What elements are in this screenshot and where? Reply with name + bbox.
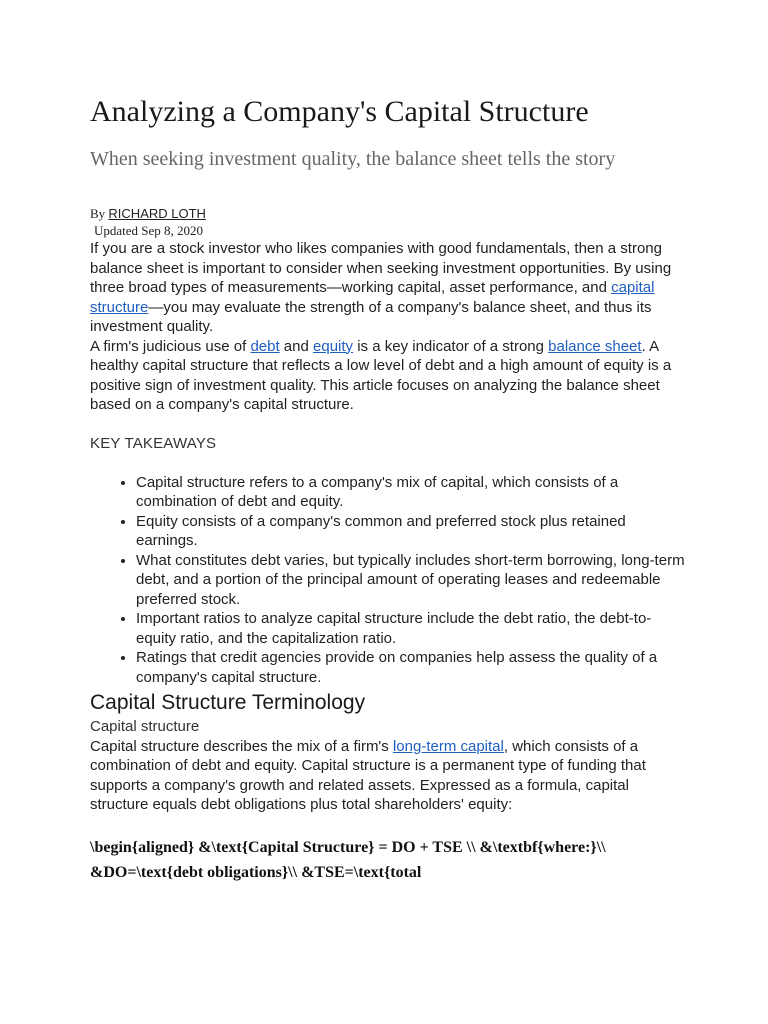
byline [90,205,690,223]
intro-paragraph [90,239,690,337]
article [90,92,690,885]
takeaway-item: • Important ratios to analyze capital structure include the debt ratio, the debt-to-equity ratio, and the capitalization ratio. [136,609,690,648]
article-title: Analyzing a Company's Capital Structure [90,95,589,128]
section-subheading: Capital structure [90,718,200,735]
byline-prefix: By [90,206,109,221]
capital-structure-link[interactable]: capital structure [90,279,655,316]
balance-sheet-link[interactable]: balance sheet [548,337,642,355]
p2-text-a: A firm's judicious use of [90,337,251,355]
section-heading: Capital Structure Terminology [90,691,366,714]
p2-text-d: . A healthy capital structure that reflects a low level of debt and a high amount of equity is a positive sign of investment quality. This article focuses on analyzing the balance sheet based on a company's capital structure. [90,337,672,413]
takeaway-item: • Equity consists of a company's common and preferred stock plus retained earnings. [136,512,690,551]
takeaway-item: • Capital structure refers to a company's mix of capital, which consists of a combination of debt and equity. [136,473,690,512]
equity-link[interactable]: equity [313,337,354,355]
intro-text-a: If you are a stock investor who likes companies with good fundamentals, then a strong balance sheet is important to consider when seeking investment opportunities. By using three broad types of measurements—working capital, asset performance, and [90,240,672,296]
takeaway-item: • What constitutes debt varies, but typically includes short-term borrowing, long-term debt, and a portion of the principal amount of operating leases and redeemable preferred stock. [136,551,690,610]
formula-text: \begin{aligned} &\text{Capital Structure} = DO + TSE \\ &\textbf{where:}\\ &DO=\text{debt obligations}\\ &TSE=\text{total [90,838,606,881]
section-text-b: , which consists of a combination of debt and equity. Capital structure is a permanent type of funding that supports a company's growth and related assets. Expressed as a formula, capital structure equals debt obligations plus total shareholders' equity: [90,737,646,813]
updated-date: Updated Sep 8, 2020 [94,223,204,238]
intro-text-b: —you may evaluate the strength of a company's balance sheet, and thus its investment quality. [90,298,652,335]
author-link[interactable]: RICHARD LOTH [108,206,206,221]
p2-text-b: and [279,337,314,355]
key-takeaways-list [90,473,690,688]
second-paragraph [90,337,690,415]
debt-link[interactable]: debt [250,337,280,355]
section-text-a: Capital structure describes the mix of a firm's [90,737,393,755]
takeaway-item: • Ratings that credit agencies provide on companies help assess the quality of a company's capital structure. [136,648,690,687]
article-subtitle: When seeking investment quality, the balance sheet tells the story [90,148,616,170]
key-takeaways-heading: KEY TAKEAWAYS [90,434,217,452]
p2-text-c: is a key indicator of a strong [353,337,549,355]
long-term-capital-link[interactable]: long-term capital [392,737,504,755]
section-paragraph [90,737,690,815]
